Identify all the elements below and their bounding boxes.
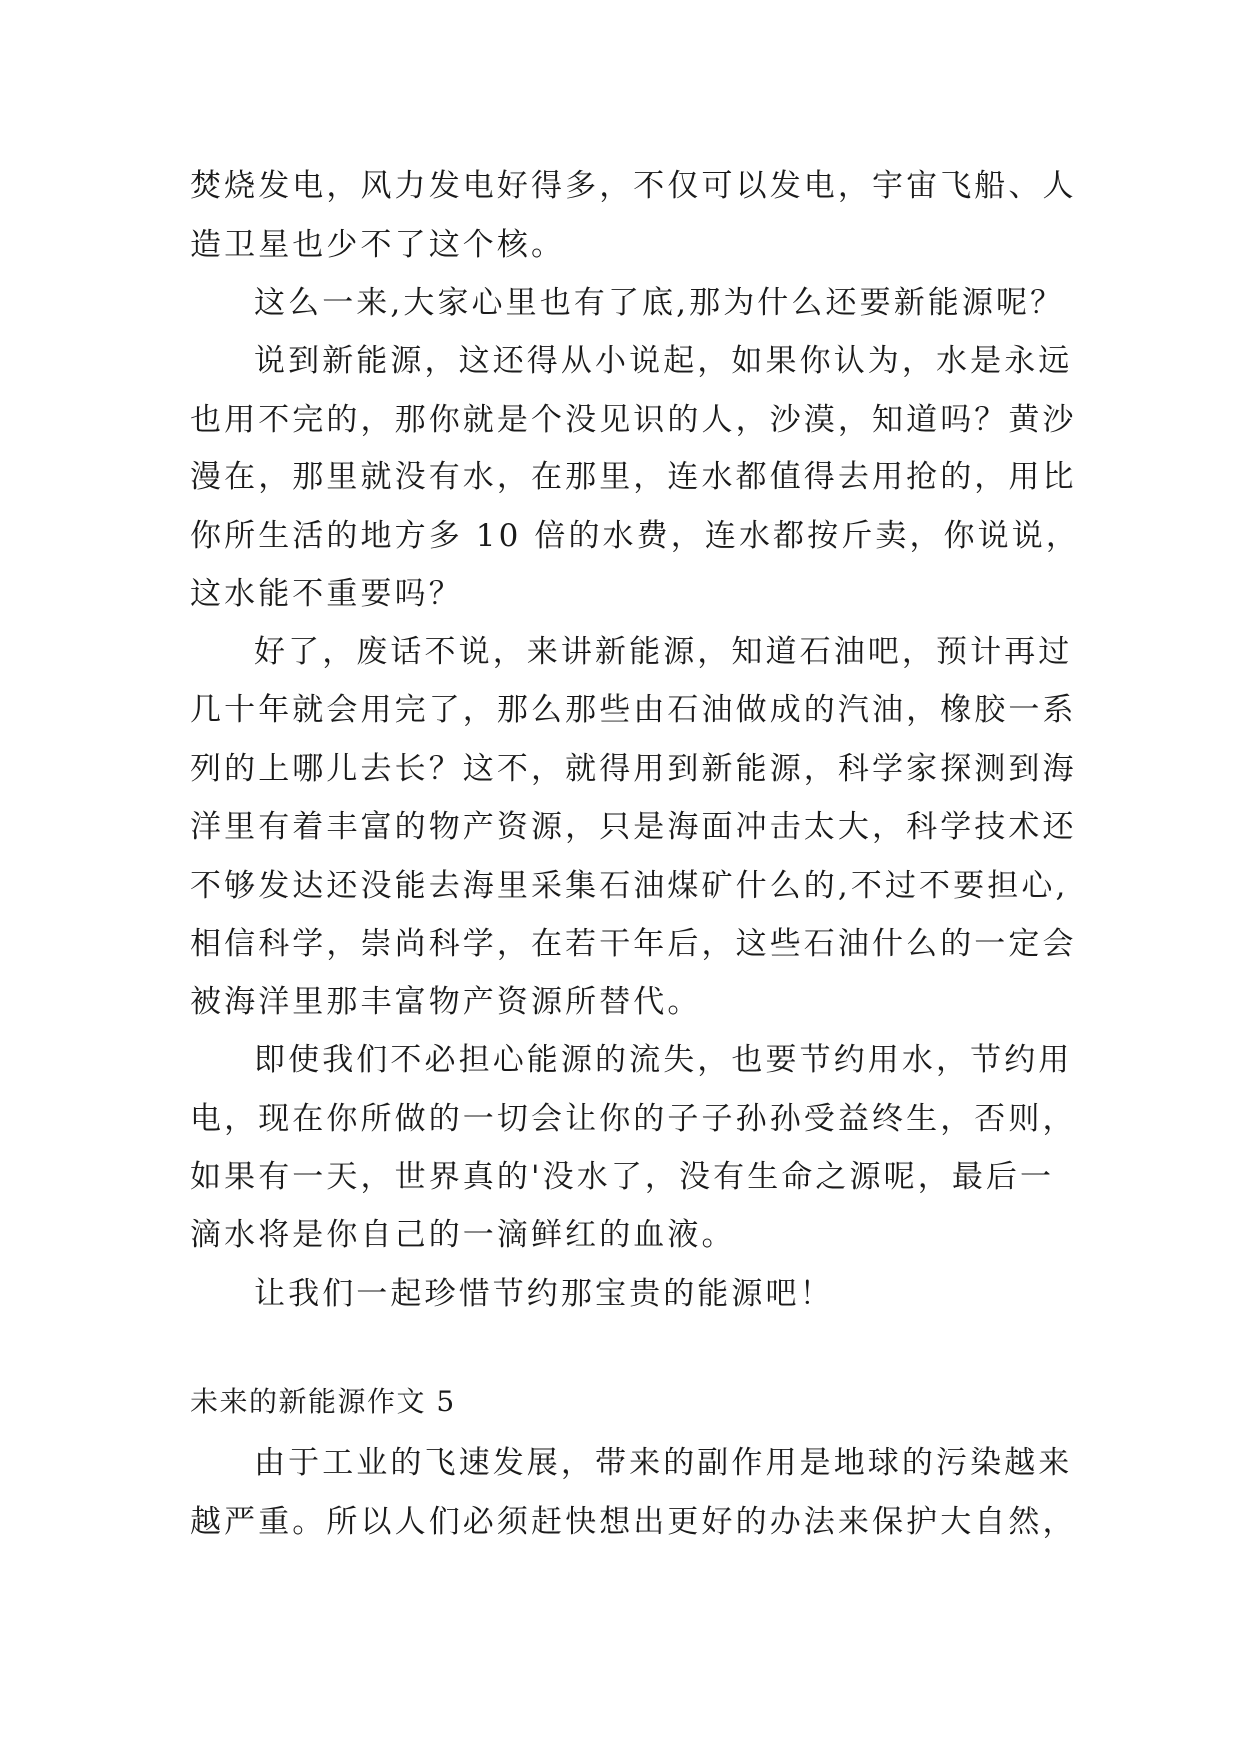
body-line: 这水能不重要吗？ [190,576,463,612]
section-heading: 未来的新能源作文 5 [190,1385,456,1418]
body-line: 造卫星也少不了这个核。 [190,227,566,263]
body-line: 洋里有着丰富的物产资源，只是海面冲击太大，科学技术还 [190,809,1077,845]
body-line: 滴水将是你自己的一滴鲜红的血液。 [190,1217,736,1253]
body-line: 如果有一天，世界真的'没水了，没有生命之源呢，最后一 [190,1159,1055,1195]
body-line: 说到新能源，这还得从小说起，如果你认为，水是永远 [254,343,1073,379]
body-line: 即使我们不必担心能源的流失，也要节约用水，节约用 [254,1042,1073,1078]
body-line: 焚烧发电，风力发电好得多，不仅可以发电，宇宙飞船、人 [190,168,1077,204]
body-line: 你所生活的地方多 10 倍的水费，连水都按斤卖，你说说， [190,518,1080,554]
body-line: 电，现在你所做的一切会让你的子子孙孙受益终生，否则， [190,1101,1077,1137]
body-line: 漫在，那里就没有水，在那里，连水都值得去用抢的，用比 [190,459,1077,495]
body-line: 好了，废话不说，来讲新能源，知道石油吧，预计再过 [254,634,1073,670]
body-line: 让我们一起珍惜节约那宝贵的能源吧！ [254,1276,834,1312]
body-line: 由于工业的飞速发展，带来的副作用是地球的污染越来 [254,1445,1073,1481]
body-line: 越严重。所以人们必须赶快想出更好的办法来保护大自然， [190,1504,1077,1540]
body-line: 不够发达还没能去海里采集石油煤矿什么的,不过不要担心, [190,868,1069,904]
body-line: 几十年就会用完了，那么那些由石油做成的汽油，橡胶一系 [190,692,1077,728]
body-line: 也用不完的，那你就是个没见识的人，沙漠，知道吗？黄沙 [190,402,1077,438]
body-line: 相信科学，崇尚科学，在若干年后，这些石油什么的一定会 [190,926,1077,962]
body-line: 这么一来,大家心里也有了底,那为什么还要新能源呢？ [254,285,1065,321]
body-line: 被海洋里那丰富物产资源所替代。 [190,984,702,1020]
body-line: 列的上哪儿去长？这不，就得用到新能源，科学家探测到海 [190,751,1077,787]
